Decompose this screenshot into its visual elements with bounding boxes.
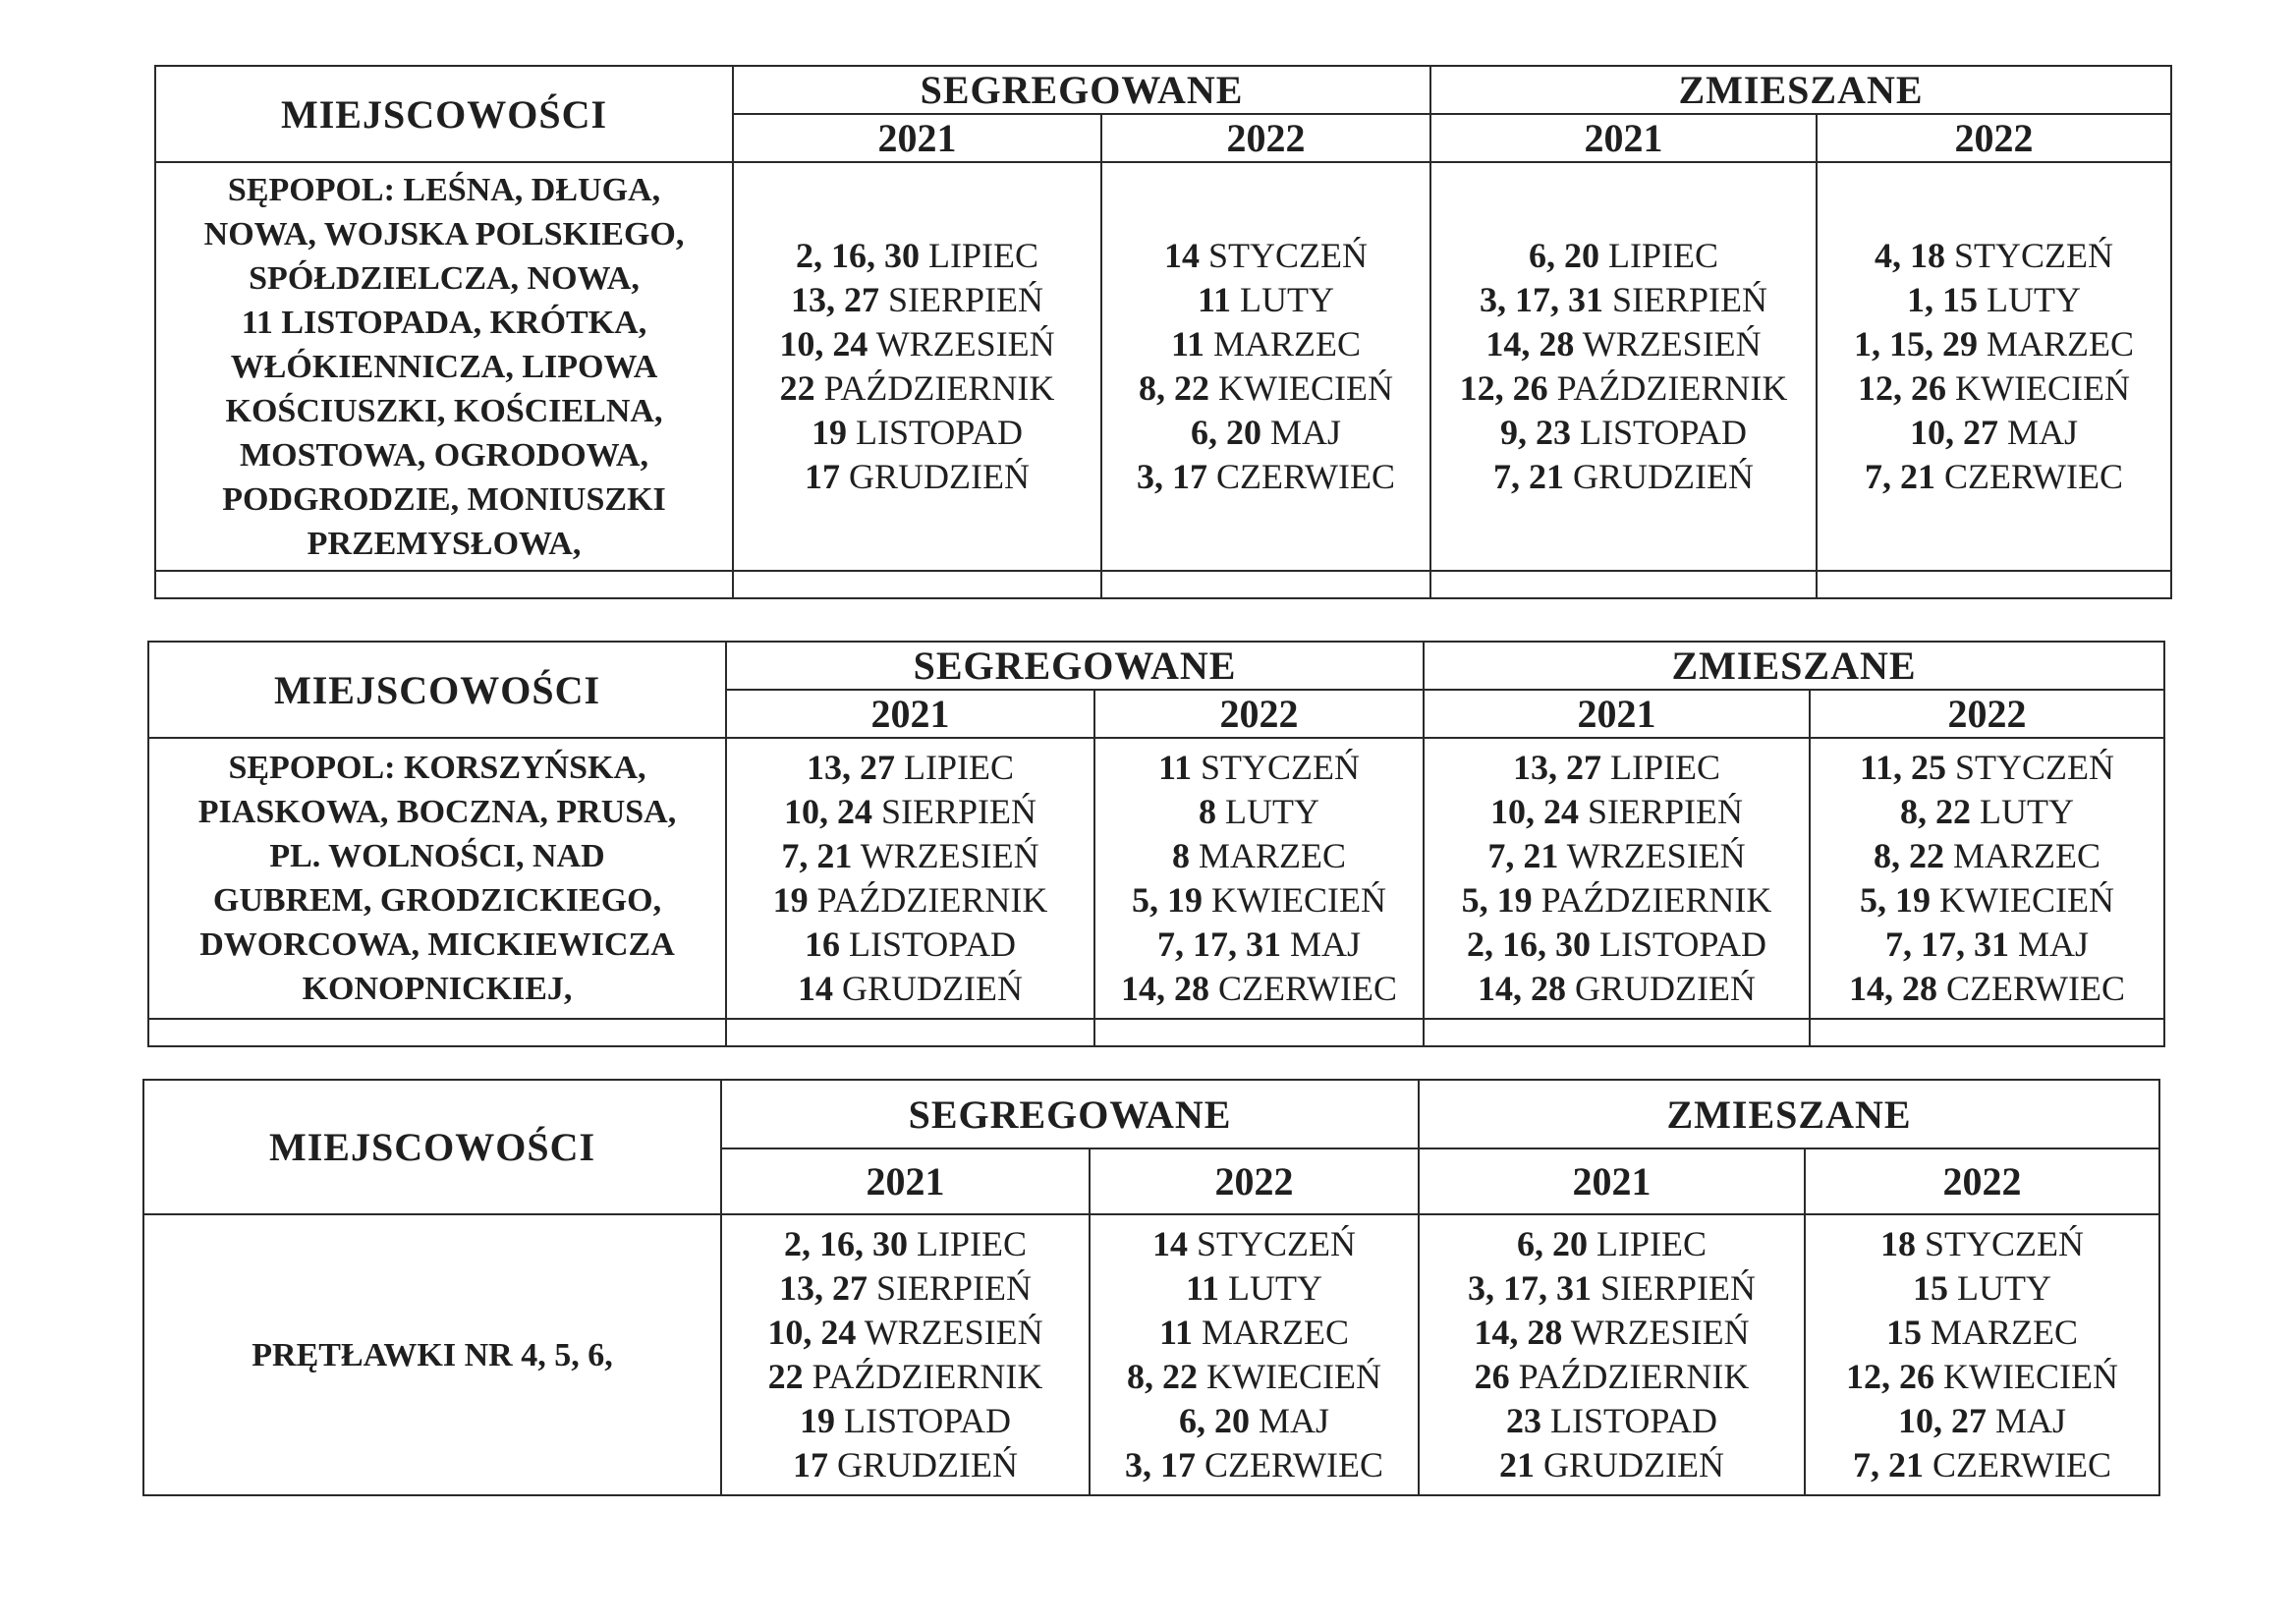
date-entry xyxy=(734,278,1100,322)
month-name: WRZESIEŃ xyxy=(875,324,1055,364)
day-numbers: 7, 17, 31 xyxy=(1885,924,2009,964)
date-entry xyxy=(1091,1222,1418,1266)
date-entry xyxy=(1095,923,1423,967)
date-entry xyxy=(1102,278,1429,322)
date-entry xyxy=(1420,1399,1804,1443)
month-name: PAŹDZIERNIK xyxy=(812,1357,1043,1396)
year-header: 2022 xyxy=(1810,690,2164,738)
day-numbers: 26 xyxy=(1474,1357,1510,1396)
date-entry xyxy=(722,1399,1089,1443)
year-header: 2022 xyxy=(1101,114,1430,162)
date-entry xyxy=(1102,455,1429,499)
location-line: MOSTOWA, OGRODOWA, xyxy=(240,436,648,474)
day-numbers: 14 xyxy=(1164,236,1200,275)
location-cell xyxy=(143,1214,721,1495)
day-numbers: 11 xyxy=(1170,324,1204,364)
date-entry xyxy=(1431,322,1816,366)
day-numbers: 14 xyxy=(798,969,833,1008)
month-name: PAŹDZIERNIK xyxy=(823,368,1055,408)
month-name: MARZEC xyxy=(1953,836,2101,875)
date-entry xyxy=(727,878,1093,923)
day-numbers: 21 xyxy=(1499,1445,1536,1484)
month-name: KWIECIEŃ xyxy=(1211,880,1386,920)
location-line: NOWA, WOJSKA POLSKIEGO, xyxy=(203,215,685,252)
date-entry xyxy=(1095,746,1423,790)
month-name: MARZEC xyxy=(1931,1313,2079,1352)
day-numbers: 8, 22 xyxy=(1900,792,1972,831)
month-name: MAJ xyxy=(1258,1401,1330,1440)
month-name: LIPIEC xyxy=(928,236,1038,275)
month-name: LUTY xyxy=(1225,792,1319,831)
month-name: GRUDZIEŃ xyxy=(1543,1445,1724,1484)
month-name: LUTY xyxy=(1240,280,1334,319)
date-entry xyxy=(1806,1443,2158,1487)
mixed-header: ZMIESZANE xyxy=(1419,1080,2159,1148)
mixed-header: ZMIESZANE xyxy=(1424,642,2164,690)
location-line: SPÓŁDZIELCZA, NOWA, xyxy=(249,259,640,297)
date-entry xyxy=(1811,790,2163,834)
date-entry xyxy=(727,790,1093,834)
date-entry xyxy=(1420,1222,1804,1266)
date-entry xyxy=(734,322,1100,366)
location-line: KOŚCIUSZKI, KOŚCIELNA, xyxy=(225,392,663,429)
month-name: WRZESIEŃ xyxy=(1570,1313,1750,1352)
day-numbers: 19 xyxy=(799,1401,835,1440)
day-numbers: 8, 22 xyxy=(1127,1357,1199,1396)
date-entry xyxy=(1806,1266,2158,1311)
month-name: WRZESIEŃ xyxy=(860,836,1039,875)
day-numbers: 5, 19 xyxy=(1132,880,1204,920)
segregated-header: SEGREGOWANE xyxy=(726,642,1424,690)
month-name: MARZEC xyxy=(1202,1313,1350,1352)
day-numbers: 2, 16, 30 xyxy=(784,1224,908,1263)
date-list-segregated-2021 xyxy=(721,1214,1090,1495)
date-entry xyxy=(1431,455,1816,499)
month-name: CZERWIEC xyxy=(1932,1445,2112,1484)
day-numbers: 14, 28 xyxy=(1485,324,1575,364)
date-entry xyxy=(1420,1355,1804,1399)
month-name: MARZEC xyxy=(1987,324,2135,364)
location-header: MIEJSCOWOŚCI xyxy=(143,1080,721,1214)
date-list-segregated-2021 xyxy=(733,162,1101,571)
month-name: MARZEC xyxy=(1199,836,1347,875)
date-list-segregated-2022 xyxy=(1090,1214,1419,1495)
day-numbers: 4, 18 xyxy=(1875,236,1946,275)
location-header: MIEJSCOWOŚCI xyxy=(148,642,726,738)
month-name: PAŹDZIERNIK xyxy=(1556,368,1788,408)
segregated-header: SEGREGOWANE xyxy=(721,1080,1419,1148)
month-name: SIERPIEŃ xyxy=(1588,792,1744,831)
month-name: LISTOPAD xyxy=(1549,1401,1718,1440)
date-entry xyxy=(722,1443,1089,1487)
day-numbers: 8, 22 xyxy=(1139,368,1210,408)
date-entry xyxy=(1431,366,1816,411)
day-numbers: 13, 27 xyxy=(778,1268,868,1308)
day-numbers: 12, 26 xyxy=(1459,368,1548,408)
month-name: CZERWIEC xyxy=(1204,1445,1383,1484)
month-name: STYCZEŃ xyxy=(1954,236,2114,275)
location-line: 11 LISTOPADA, KRÓTKA, xyxy=(241,304,647,341)
day-numbers: 3, 17, 31 xyxy=(1480,280,1603,319)
date-entry xyxy=(1425,746,1809,790)
mixed-header: ZMIESZANE xyxy=(1430,66,2171,114)
date-entry xyxy=(1091,1311,1418,1355)
month-name: MAJ xyxy=(2018,924,2090,964)
day-numbers: 13, 27 xyxy=(1513,748,1602,787)
month-name: PAŹDZIERNIK xyxy=(1540,880,1772,920)
month-name: SIERPIEŃ xyxy=(1600,1268,1757,1308)
month-name: LIPIEC xyxy=(1610,748,1721,787)
day-numbers: 11 xyxy=(1198,280,1232,319)
location-line: SĘPOPOL: KORSZYŃSKA, xyxy=(228,750,646,786)
month-name: SIERPIEŃ xyxy=(875,1268,1032,1308)
year-header: 2021 xyxy=(726,690,1094,738)
month-name: WRZESIEŃ xyxy=(864,1313,1043,1352)
date-entry xyxy=(1425,967,1809,1011)
day-numbers: 3, 17 xyxy=(1125,1445,1196,1484)
month-name: STYCZEŃ xyxy=(1925,1224,2085,1263)
date-entry xyxy=(722,1311,1089,1355)
day-numbers: 11 xyxy=(1158,748,1193,787)
month-name: MAJ xyxy=(1995,1401,2067,1440)
day-numbers: 8, 22 xyxy=(1874,836,1944,875)
day-numbers: 11 xyxy=(1158,1313,1193,1352)
location-line: GUBREM, GRODZICKIEGO, xyxy=(212,882,662,919)
date-entry xyxy=(734,411,1100,455)
month-name: CZERWIEC xyxy=(1946,969,2126,1008)
day-numbers: 18 xyxy=(1880,1224,1917,1263)
month-name: STYCZEŃ xyxy=(1955,748,2115,787)
date-entry xyxy=(727,967,1093,1011)
month-name: KWIECIEŃ xyxy=(1939,880,2114,920)
date-entry xyxy=(1811,923,2163,967)
day-numbers: 3, 17 xyxy=(1137,457,1207,496)
month-name: CZERWIEC xyxy=(1216,457,1395,496)
month-name: MARZEC xyxy=(1213,324,1362,364)
date-entry xyxy=(734,366,1100,411)
location-line: SĘPOPOL: LEŚNA, DŁUGA, xyxy=(227,171,661,208)
date-entry xyxy=(1818,411,2170,455)
day-numbers: 10, 24 xyxy=(1490,792,1579,831)
month-name: MAJ xyxy=(2007,413,2079,452)
month-name: LIPIEC xyxy=(1596,1224,1708,1263)
date-entry xyxy=(734,455,1100,499)
year-header: 2021 xyxy=(1424,690,1810,738)
date-entry xyxy=(1095,790,1423,834)
day-numbers: 10, 24 xyxy=(767,1313,857,1352)
date-entry xyxy=(734,234,1100,278)
date-entry xyxy=(1806,1399,2158,1443)
month-name: GRUDZIEŃ xyxy=(1575,969,1756,1008)
day-numbers: 7, 21 xyxy=(1865,457,1936,496)
date-list-mixed-2021 xyxy=(1419,1214,1805,1495)
month-name: GRUDZIEŃ xyxy=(1573,457,1754,496)
schedule-block-1 xyxy=(154,65,2172,599)
month-name: LISTOPAD xyxy=(848,924,1017,964)
day-numbers: 2, 16, 30 xyxy=(796,236,920,275)
day-numbers: 14, 28 xyxy=(1474,1313,1563,1352)
month-name: MAJ xyxy=(1289,924,1362,964)
date-entry xyxy=(1431,234,1816,278)
schedule-block-3 xyxy=(142,1079,2160,1496)
date-list-segregated-2022 xyxy=(1101,162,1430,571)
location-cell xyxy=(148,738,726,1019)
month-name: WRZESIEŃ xyxy=(1566,836,1746,875)
table-divider xyxy=(155,571,2171,598)
date-entry xyxy=(1095,834,1423,878)
day-numbers: 6, 20 xyxy=(1517,1224,1589,1263)
date-entry xyxy=(1102,234,1429,278)
month-name: PAŹDZIERNIK xyxy=(1518,1357,1750,1396)
day-numbers: 16 xyxy=(804,924,840,964)
date-entry xyxy=(1091,1266,1418,1311)
date-entry xyxy=(1818,278,2170,322)
day-numbers: 13, 27 xyxy=(807,748,895,787)
month-name: GRUDZIEŃ xyxy=(837,1445,1018,1484)
date-entry xyxy=(1091,1355,1418,1399)
date-entry xyxy=(727,923,1093,967)
day-numbers: 11, 25 xyxy=(1860,748,1947,787)
location-header: MIEJSCOWOŚCI xyxy=(155,66,733,162)
location-line: PIASKOWA, BOCZNA, PRUSA, xyxy=(197,794,677,830)
day-numbers: 19 xyxy=(811,413,847,452)
location-line: PRĘTŁAWKI NR 4, 5, 6, xyxy=(252,1336,613,1373)
year-header: 2021 xyxy=(733,114,1101,162)
date-entry xyxy=(1425,878,1809,923)
day-numbers: 22 xyxy=(767,1357,804,1396)
date-list-mixed-2022 xyxy=(1810,738,2164,1019)
date-entry xyxy=(1091,1399,1418,1443)
date-entry xyxy=(1102,366,1429,411)
date-list-mixed-2022 xyxy=(1805,1214,2159,1495)
year-header: 2022 xyxy=(1090,1148,1419,1214)
date-entry xyxy=(1420,1311,1804,1355)
day-numbers: 10, 27 xyxy=(1898,1401,1987,1440)
date-entry xyxy=(1806,1311,2158,1355)
year-header: 2022 xyxy=(1805,1148,2159,1214)
day-numbers: 7, 21 xyxy=(1853,1445,1925,1484)
month-name: KWIECIEŃ xyxy=(1206,1357,1381,1396)
date-entry xyxy=(1431,411,1816,455)
date-list-segregated-2022 xyxy=(1094,738,1424,1019)
location-line: WŁÓKIENNICZA, LIPOWA xyxy=(230,348,658,385)
month-name: LIPIEC xyxy=(1608,236,1719,275)
date-list-mixed-2021 xyxy=(1430,162,1817,571)
day-numbers: 7, 21 xyxy=(1493,457,1565,496)
day-numbers: 13, 27 xyxy=(790,280,879,319)
date-entry xyxy=(722,1222,1089,1266)
date-entry xyxy=(1431,278,1816,322)
date-entry xyxy=(1811,967,2163,1011)
day-numbers: 7, 17, 31 xyxy=(1156,924,1281,964)
day-numbers: 12, 26 xyxy=(1858,368,1947,408)
date-entry xyxy=(1102,322,1429,366)
month-name: MAJ xyxy=(1269,413,1342,452)
day-numbers: 6, 20 xyxy=(1178,1401,1250,1440)
date-entry xyxy=(1102,411,1429,455)
location-line: KONOPNICKIEJ, xyxy=(302,971,573,1007)
date-entry xyxy=(1806,1222,2158,1266)
day-numbers: 5, 19 xyxy=(1860,880,1932,920)
month-name: STYCZEŃ xyxy=(1208,236,1368,275)
date-entry xyxy=(1425,923,1809,967)
month-name: LUTY xyxy=(1980,792,2074,831)
date-list-segregated-2021 xyxy=(726,738,1094,1019)
month-name: LUTY xyxy=(1228,1268,1322,1308)
month-name: LISTOPAD xyxy=(1598,924,1767,964)
month-name: KWIECIEŃ xyxy=(1218,368,1393,408)
month-name: STYCZEŃ xyxy=(1201,748,1361,787)
table-divider xyxy=(148,1019,2164,1046)
day-numbers: 17 xyxy=(793,1445,828,1484)
day-numbers: 15 xyxy=(1913,1268,1949,1308)
month-name: LISTOPAD xyxy=(855,413,1024,452)
date-entry xyxy=(1806,1355,2158,1399)
date-entry xyxy=(1091,1443,1418,1487)
date-list-mixed-2022 xyxy=(1817,162,2171,571)
month-name: GRUDZIEŃ xyxy=(849,457,1030,496)
day-numbers: 14, 28 xyxy=(1478,969,1567,1008)
month-name: PAŹDZIERNIK xyxy=(816,880,1048,920)
day-numbers: 14, 28 xyxy=(1849,969,1938,1008)
day-numbers: 17 xyxy=(805,457,840,496)
date-entry xyxy=(1818,455,2170,499)
month-name: LIPIEC xyxy=(917,1224,1027,1263)
month-name: SIERPIEŃ xyxy=(1612,280,1768,319)
month-name: CZERWIEC xyxy=(1218,969,1397,1008)
year-header: 2022 xyxy=(1094,690,1424,738)
location-line: PODGRODZIE, MONIUSZKI xyxy=(222,480,666,518)
date-entry xyxy=(1811,746,2163,790)
month-name: LUTY xyxy=(1957,1268,2051,1308)
day-numbers: 10, 27 xyxy=(1910,413,1998,452)
day-numbers: 5, 19 xyxy=(1461,880,1533,920)
location-line: PL. WOLNOŚCI, NAD xyxy=(269,838,605,874)
schedule-block-2 xyxy=(147,641,2165,1047)
year-header: 2021 xyxy=(1430,114,1817,162)
segregated-header: SEGREGOWANE xyxy=(733,66,1430,114)
day-numbers: 9, 23 xyxy=(1499,413,1571,452)
day-numbers: 14 xyxy=(1152,1224,1188,1263)
location-line: PRZEMYSŁOWA, xyxy=(307,525,582,562)
month-name: SIERPIEŃ xyxy=(887,280,1043,319)
day-numbers: 23 xyxy=(1505,1401,1541,1440)
year-header: 2021 xyxy=(1419,1148,1805,1214)
date-entry xyxy=(722,1355,1089,1399)
day-numbers: 2, 16, 30 xyxy=(1466,924,1591,964)
day-numbers: 19 xyxy=(772,880,809,920)
month-name: LISTOPAD xyxy=(1579,413,1748,452)
day-numbers: 8 xyxy=(1199,792,1217,831)
date-entry xyxy=(727,746,1093,790)
day-numbers: 12, 26 xyxy=(1846,1357,1935,1396)
day-numbers: 1, 15 xyxy=(1907,280,1979,319)
date-entry xyxy=(1425,790,1809,834)
day-numbers: 15 xyxy=(1886,1313,1922,1352)
date-entry xyxy=(727,834,1093,878)
date-entry xyxy=(1811,834,2163,878)
date-list-mixed-2021 xyxy=(1424,738,1810,1019)
location-line: DWORCOWA, MICKIEWICZA xyxy=(199,926,675,963)
date-entry xyxy=(1425,834,1809,878)
month-name: CZERWIEC xyxy=(1944,457,2124,496)
day-numbers: 10, 24 xyxy=(779,324,868,364)
date-entry xyxy=(1095,967,1423,1011)
month-name: STYCZEŃ xyxy=(1197,1224,1356,1263)
day-numbers: 6, 20 xyxy=(1529,236,1600,275)
day-numbers: 6, 20 xyxy=(1190,413,1261,452)
month-name: WRZESIEŃ xyxy=(1582,324,1762,364)
day-numbers: 3, 17, 31 xyxy=(1468,1268,1592,1308)
year-header: 2022 xyxy=(1817,114,2171,162)
day-numbers: 7, 21 xyxy=(781,836,853,875)
date-entry xyxy=(1818,366,2170,411)
month-name: LIPIEC xyxy=(904,748,1014,787)
date-entry xyxy=(1420,1266,1804,1311)
day-numbers: 7, 21 xyxy=(1487,836,1559,875)
location-cell xyxy=(155,162,733,571)
month-name: GRUDZIEŃ xyxy=(842,969,1023,1008)
month-name: LUTY xyxy=(1987,280,2081,319)
month-name: KWIECIEŃ xyxy=(1943,1357,2118,1396)
month-name: LISTOPAD xyxy=(843,1401,1012,1440)
day-numbers: 11 xyxy=(1186,1268,1220,1308)
date-entry xyxy=(722,1266,1089,1311)
date-entry xyxy=(1095,878,1423,923)
day-numbers: 10, 24 xyxy=(783,792,872,831)
month-name: SIERPIEŃ xyxy=(880,792,1036,831)
date-entry xyxy=(1818,322,2170,366)
day-numbers: 8 xyxy=(1172,836,1190,875)
day-numbers: 1, 15, 29 xyxy=(1854,324,1978,364)
year-header: 2021 xyxy=(721,1148,1090,1214)
month-name: KWIECIEŃ xyxy=(1955,368,2130,408)
date-entry xyxy=(1420,1443,1804,1487)
date-entry xyxy=(1811,878,2163,923)
date-entry xyxy=(1818,234,2170,278)
day-numbers: 14, 28 xyxy=(1121,969,1209,1008)
day-numbers: 22 xyxy=(779,368,815,408)
